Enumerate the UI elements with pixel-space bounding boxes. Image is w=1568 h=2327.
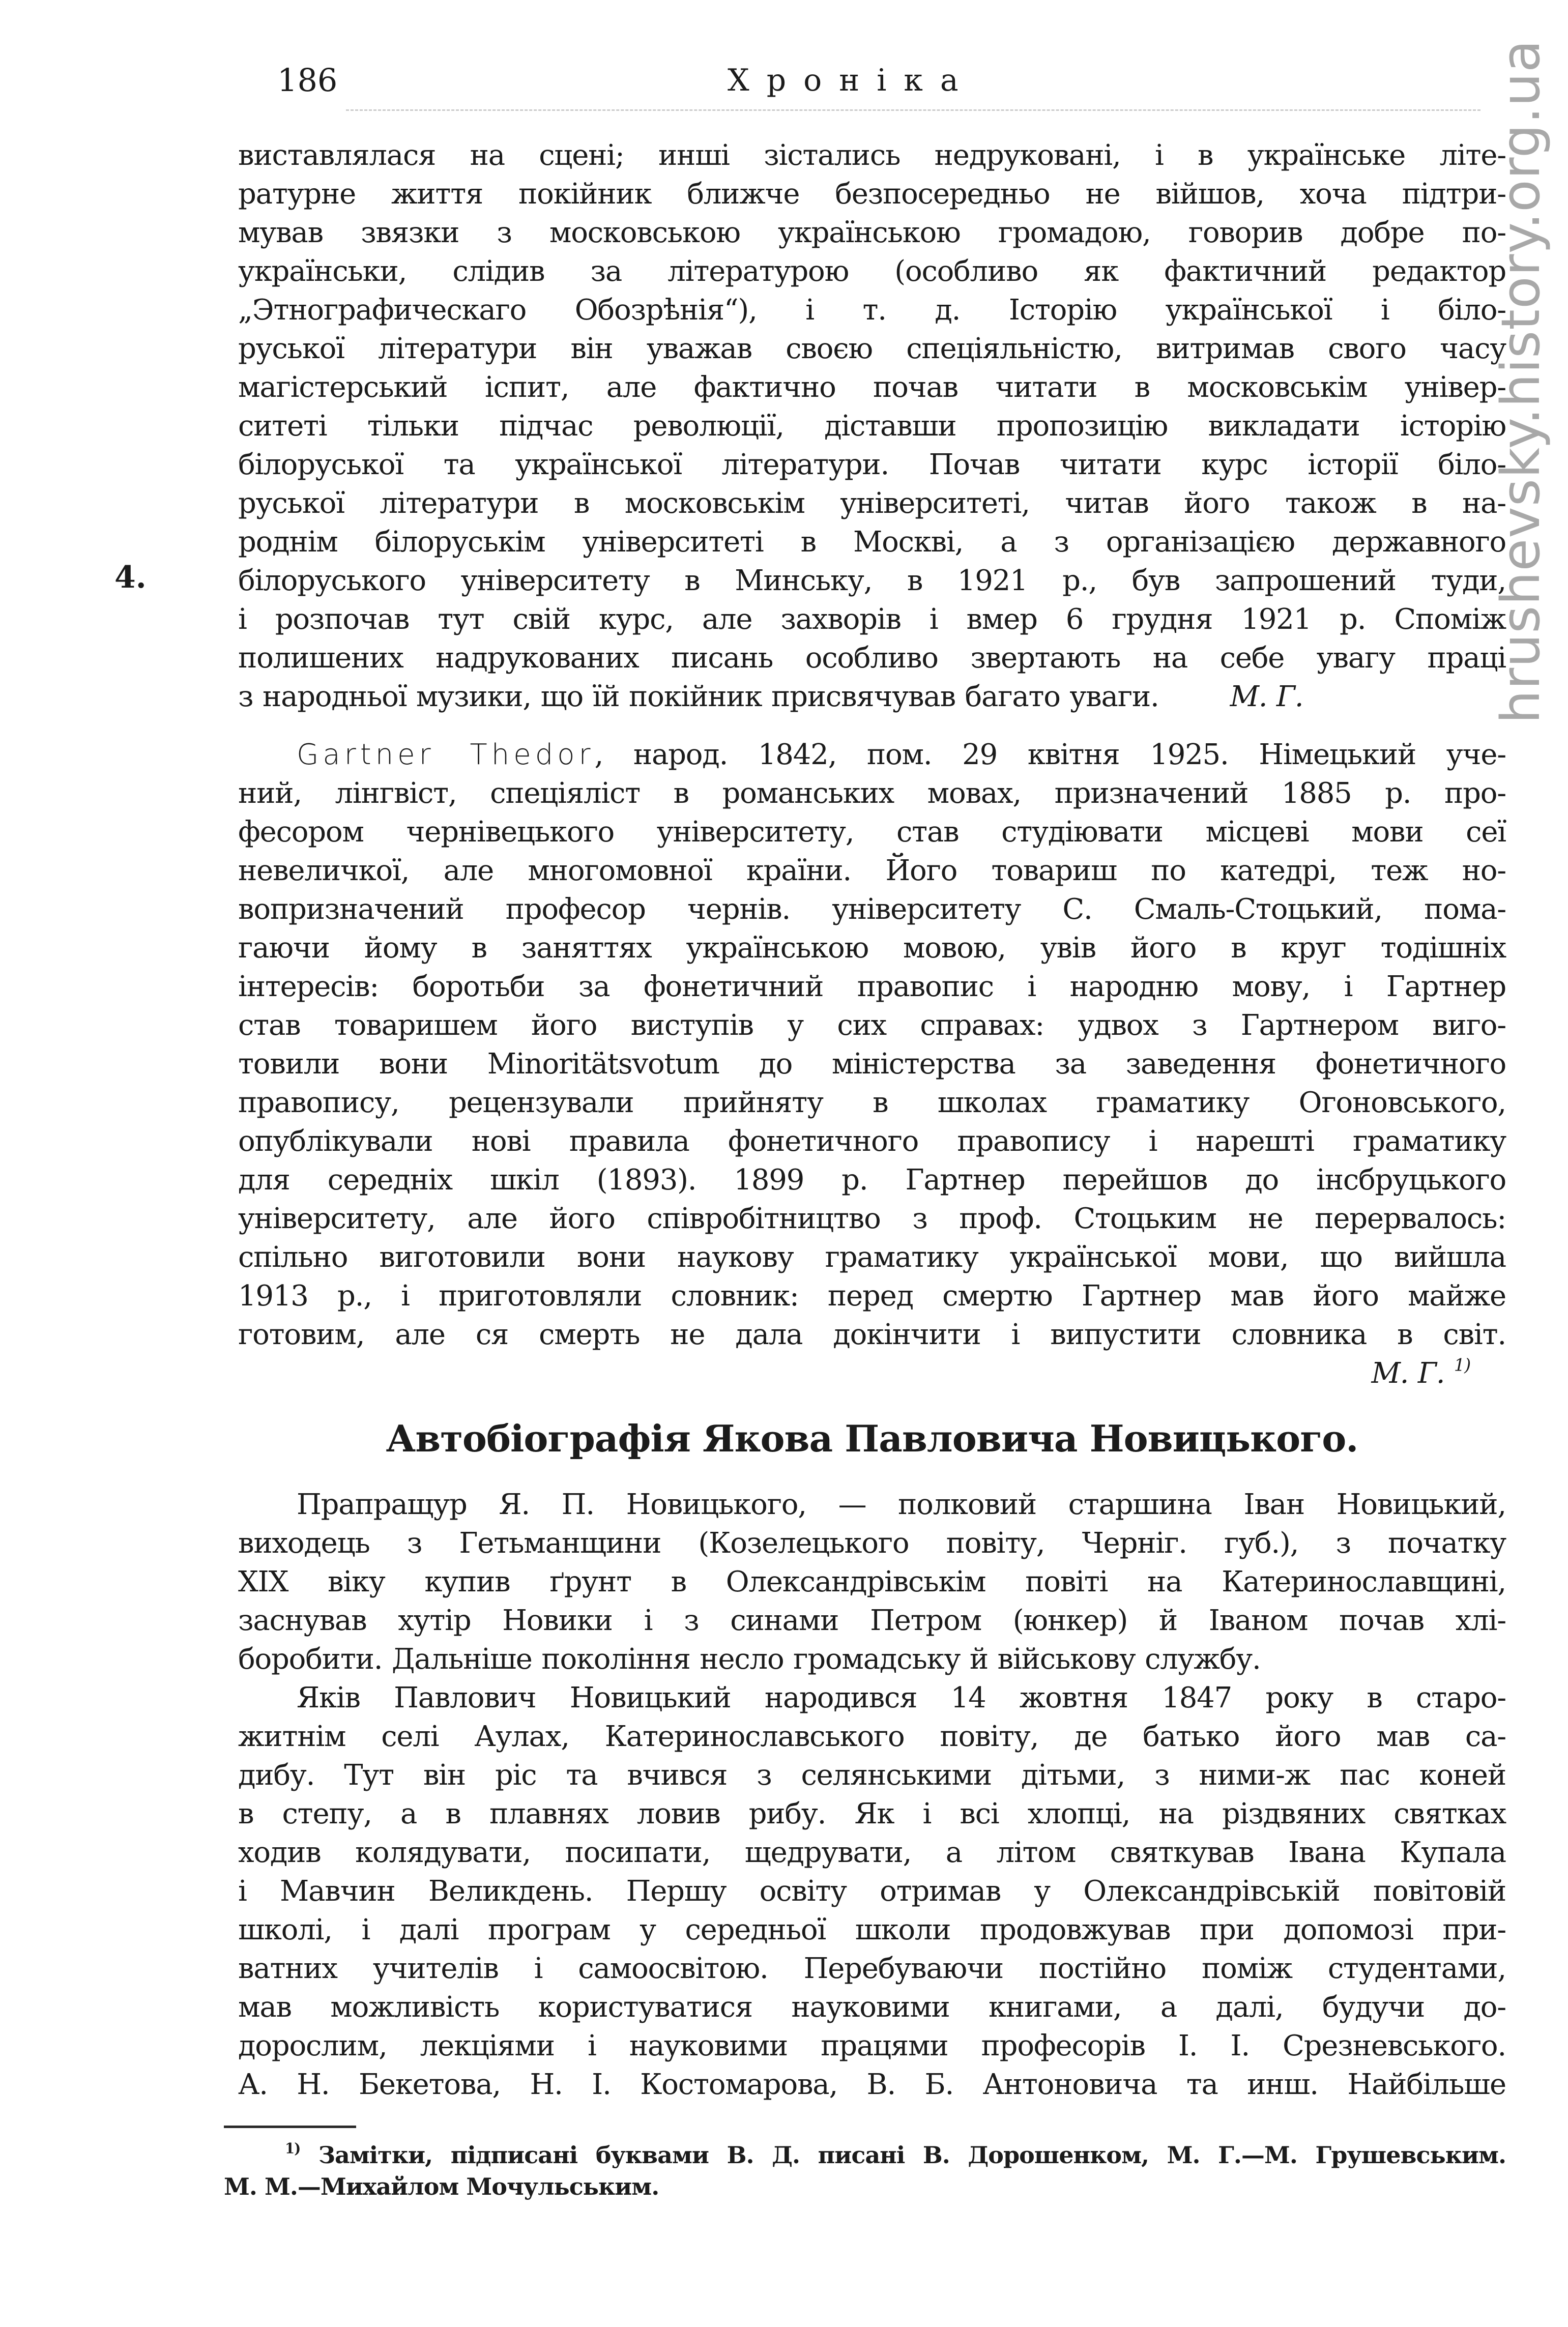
header-rule (346, 109, 1480, 111)
text-line: роднім білоруськім університеті в Москві, а з організацією державного (238, 526, 1506, 559)
footnote (224, 2139, 1506, 2202)
text-line: білоруського університету в Минську, в 1921 р., був запрошений туди, (238, 564, 1506, 597)
footnote-marker: 1) (285, 2140, 301, 2157)
gartner-name: Gartner Thedor (297, 738, 595, 771)
text-line: опублікували нові правила фонетичного правопису і нарешті граматику (238, 1125, 1506, 1158)
text-line: фесором чернівецького університету, став студіювати місцеві мови сеї (238, 816, 1506, 849)
section-autobiography (238, 1486, 1506, 2104)
text-line: ватних учителів і самоосвітою. Перебуваючи постійно поміж студентами, (238, 1952, 1506, 1985)
text-line: і Мавчин Великдень. Першу освіту отримав у Олександрівській повітовій (238, 1875, 1506, 1908)
article-title: Автобіографія Якова Павловича Новицького. (386, 1417, 1358, 1460)
text-line: став товаришем його виступів у сих справах: удвох з Гартнером виго- (238, 1009, 1506, 1042)
text-line: спільно виготовили вони наукову граматику української мови, що вийшла (238, 1241, 1506, 1274)
text-column (224, 136, 1506, 2202)
text-line: інтересів: боротьби за фонетичний правопис і народню мову, і Гартнер (238, 970, 1506, 1003)
text-line: вопризначений професор чернів. університету С. Смаль-Стоцький, пома- (238, 893, 1506, 926)
watermark-text: hrushevsky.history.org.ua (1490, 39, 1552, 724)
text-line: правопису, рецензували прийняту в школах граматику Огоновського, (238, 1086, 1506, 1119)
text-line: товили вони Minoritätsvotum до міністерства за заведення фонетичного (238, 1048, 1506, 1081)
text-line: ратурне життя покійник ближче безпосередньо не війшов, хоча підтри- (238, 178, 1506, 211)
footnote-line: М. М.—Михайлом Мочульським. (224, 2173, 659, 2200)
text-line: руської літератури в московськім університеті, читав його також в на- (238, 487, 1506, 520)
text-line: ний, лінгвіст, спеціяліст в романських мовах, призначений 1885 р. про- (238, 777, 1506, 810)
text-line: житнім селі Аулах, Катеринославського повіту, де батько його мав са- (238, 1720, 1506, 1753)
margin-mark: 4. (114, 560, 147, 595)
text-line: XIX віку купив ґрунт в Олександрівськім повіті на Катеринославщині, (238, 1565, 1506, 1598)
text-line: „Этнографическаго Обозрѣнія“), і т. д. Історію української і біло- (238, 294, 1506, 327)
text-line: Яків Павлович Новицький народився 14 жовтня 1847 року в старо- (297, 1681, 1506, 1714)
text-line: в степу, а в плавнях ловив рибу. Як і всі хлопці, на різдвяних святках (238, 1797, 1506, 1830)
signature: М. Г. (1230, 680, 1303, 713)
section-obituary-continued (238, 136, 1506, 716)
page-header (0, 60, 1568, 106)
text-line: виставлялася на сцені; инші зістались недруковані, і в українське літе- (238, 139, 1506, 172)
page-number: 186 (277, 62, 338, 99)
text-line: дорослим, лекціями і науковими працями професорів І. І. Срезневського. (238, 2029, 1506, 2062)
text-line: А. Н. Бекетова, Н. І. Костомарова, В. Б. Антоновича та инш. Найбільше (238, 2068, 1506, 2101)
text-line: невеличкої, але многомовної країни. Його товариш по катедрі, теж но- (238, 854, 1506, 887)
section-gartner (238, 736, 1506, 1393)
gartner-signature: М. Г. (1371, 1357, 1445, 1390)
text-line: магістерський іспит, але фактично почав читати в московськім універ- (238, 371, 1506, 404)
text-line: мував звязки з московською українською громадою, говорив добре по- (238, 216, 1506, 249)
text-line: ситеті тільки підчас революції, діставши пропозицію викладати історію (238, 410, 1506, 443)
gartner-first-line (238, 736, 1506, 774)
text-line: університету, але його співробітництво з проф. Стоцьким не перервалось: (238, 1202, 1506, 1235)
text-line: білоруської та української літератури. Почав читати курс історії біло- (238, 448, 1506, 481)
text-line-content: з народньої музики, що їй покійник присвячував багато уваги. (238, 680, 1159, 713)
text-line: ходив колядувати, посипати, щедрувати, а літом святкував Івана Купала (238, 1836, 1506, 1869)
footnote-reference: 1) (1454, 1355, 1470, 1375)
gartner-signature-line (238, 1354, 1506, 1393)
footnote-rule (224, 2126, 356, 2128)
text-line: 1913 р., і приготовляли словник: перед смертю Гартнер мав його майже (238, 1279, 1506, 1313)
text-line: Прапращур Я. П. Новицького, — полковий старшина Іван Новицький, (297, 1488, 1506, 1521)
text-line: боробити. Дальніше покоління несло громадську й військову службу. (238, 1643, 1261, 1676)
gartner-first-line-text: , народ. 1842, пом. 29 квітня 1925. Німецький уче- (594, 738, 1506, 771)
text-line: українськи, слідив за літературою (особливо як фактичний редактор (238, 255, 1506, 288)
text-line: заснував хутір Новики і з синами Петром (юнкер) й Іваном почав хлі- (238, 1604, 1506, 1637)
text-line: школі, і далі програм у середньої школи продовжував при допомозі при- (238, 1913, 1506, 1946)
running-title: Хроніка (728, 63, 976, 98)
section-gap (238, 716, 1506, 736)
footnote-line-text: Замітки, підписані буквами В. Д. писані В. Дорошенком, М. Г.—М. Грушевським. (318, 2141, 1506, 2169)
text-line: і розпочав тут свій курс, але захворів і вмер 6 грудня 1921 р. Споміж (238, 603, 1506, 636)
text-line: виходець з Гетьманщини (Козелецького повіту, Черніг. губ.), з початку (238, 1527, 1506, 1560)
text-line: готовим, але ся смерть не дала докінчити і випустити словника в світ. (238, 1318, 1506, 1351)
text-line (238, 678, 1506, 716)
text-line: полишених надрукованих писань особливо звертають на себе увагу праці (238, 642, 1506, 675)
text-line: для середніх шкіл (1893). 1899 р. Гартнер перейшов до інсбруцького (238, 1164, 1506, 1197)
text-line: руської літератури він уважав своєю спеціяльністю, витримав свого часу (238, 332, 1506, 365)
footnote-line (224, 2139, 1506, 2171)
text-line: гаючи йому в заняттях українською мовою, увів його в круг тодішніх (238, 932, 1506, 965)
text-line: дибу. Тут він ріс та вчився з селянськими дітьми, з ними-ж пас коней (238, 1759, 1506, 1792)
text-line: мав можливість користуватися науковими книгами, а далі, будучи до- (238, 1991, 1506, 2024)
